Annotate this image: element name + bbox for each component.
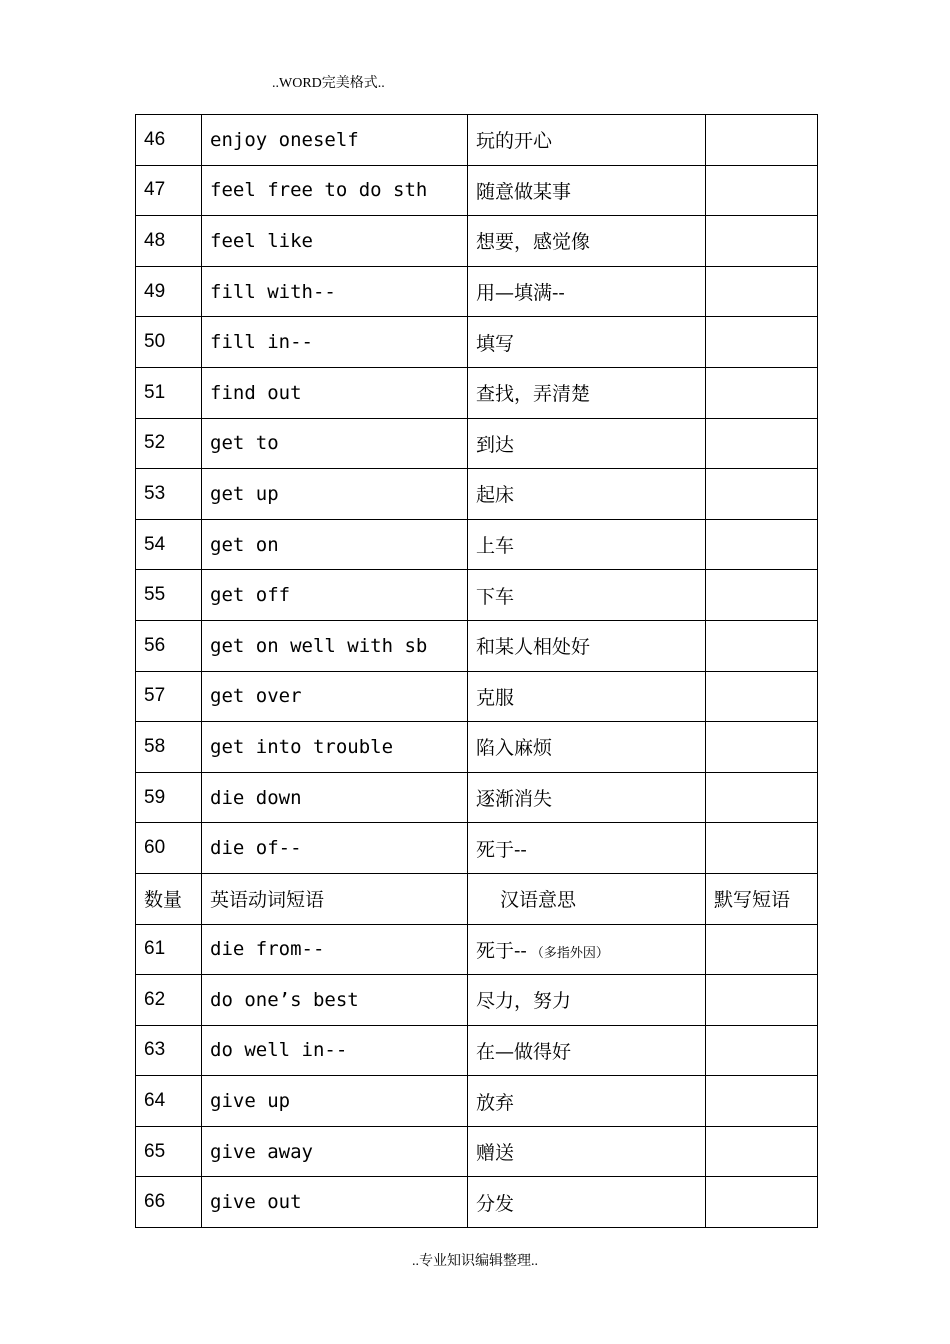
chinese-meaning-text: 上车 — [476, 535, 515, 558]
table-row — [136, 317, 818, 368]
table-row — [136, 115, 818, 166]
row-number: 48 — [136, 216, 202, 267]
dictation-cell[interactable] — [706, 266, 818, 317]
row-number: 60 — [136, 823, 202, 874]
row-number: 59 — [136, 772, 202, 823]
dictation-cell[interactable] — [706, 772, 818, 823]
chinese-meaning — [468, 519, 706, 570]
table-row — [136, 216, 818, 267]
chinese-meaning — [468, 620, 706, 671]
chinese-meaning-text: 在—做得好 — [476, 1040, 572, 1063]
english-phrase: die down — [202, 772, 468, 823]
row-number: 50 — [136, 317, 202, 368]
chinese-meaning-text: 到达 — [476, 433, 515, 456]
table-row — [136, 722, 818, 773]
dictation-cell[interactable] — [706, 620, 818, 671]
dictation-cell[interactable] — [706, 367, 818, 418]
table-row — [136, 1076, 818, 1127]
table-row — [136, 1177, 818, 1228]
english-phrase: get on — [202, 519, 468, 570]
row-number: 46 — [136, 115, 202, 166]
header-num: 数量 — [136, 873, 202, 924]
row-number: 58 — [136, 722, 202, 773]
chinese-meaning — [468, 418, 706, 469]
table-row — [136, 519, 818, 570]
dictation-cell[interactable] — [706, 1025, 818, 1076]
table-row — [136, 469, 818, 520]
english-phrase: give out — [202, 1177, 468, 1228]
chinese-meaning — [468, 367, 706, 418]
table-body-part2 — [136, 873, 818, 1227]
chinese-meaning-text: 尽力，努力 — [476, 990, 572, 1013]
row-number: 52 — [136, 418, 202, 469]
chinese-meaning — [468, 266, 706, 317]
chinese-meaning — [468, 772, 706, 823]
english-phrase: give away — [202, 1126, 468, 1177]
row-number: 53 — [136, 469, 202, 520]
chinese-meaning — [468, 975, 706, 1026]
chinese-meaning-text: 和某人相处好 — [476, 636, 591, 659]
page-header: ..WORD完美格式.. — [272, 76, 385, 91]
row-number: 56 — [136, 620, 202, 671]
chinese-meaning-text: 死于-- — [476, 838, 527, 861]
english-phrase: give up — [202, 1076, 468, 1127]
chinese-meaning — [468, 1025, 706, 1076]
meaning-note: （多指外因） — [530, 945, 609, 961]
chinese-meaning-text: 起床 — [476, 484, 515, 507]
english-phrase: fill in-- — [202, 317, 468, 368]
table-row — [136, 620, 818, 671]
english-phrase: die from-- — [202, 924, 468, 975]
vocab-table — [135, 114, 818, 1228]
english-phrase: die of-- — [202, 823, 468, 874]
chinese-meaning-text: 赠送 — [476, 1142, 515, 1165]
chinese-meaning-text: 下车 — [476, 585, 515, 608]
row-number: 57 — [136, 671, 202, 722]
chinese-meaning-text: 查找，弄清楚 — [476, 383, 591, 406]
table-row — [136, 671, 818, 722]
table-row — [136, 266, 818, 317]
row-number: 66 — [136, 1177, 202, 1228]
table-row — [136, 165, 818, 216]
chinese-meaning-text: 陷入麻烦 — [476, 737, 553, 760]
table-row — [136, 367, 818, 418]
dictation-cell[interactable] — [706, 165, 818, 216]
dictation-cell[interactable] — [706, 469, 818, 520]
english-phrase: feel like — [202, 216, 468, 267]
row-number: 62 — [136, 975, 202, 1026]
english-phrase: get off — [202, 570, 468, 621]
page-footer: ..专业知识编辑整理.. — [412, 1254, 538, 1269]
chinese-meaning — [468, 924, 706, 975]
english-phrase: find out — [202, 367, 468, 418]
chinese-meaning — [468, 823, 706, 874]
english-phrase: get on well with sb — [202, 620, 468, 671]
row-number: 47 — [136, 165, 202, 216]
row-number: 49 — [136, 266, 202, 317]
chinese-meaning-text: 想要，感觉像 — [476, 231, 591, 254]
table-body-part1 — [136, 115, 818, 874]
english-phrase: feel free to do sth — [202, 165, 468, 216]
table-row — [136, 823, 818, 874]
dictation-cell[interactable] — [706, 671, 818, 722]
row-number: 54 — [136, 519, 202, 570]
dictation-cell[interactable] — [706, 823, 818, 874]
chinese-meaning — [468, 469, 706, 520]
english-phrase: do well in-- — [202, 1025, 468, 1076]
english-phrase: get up — [202, 469, 468, 520]
chinese-meaning-text: 随意做某事 — [476, 180, 572, 203]
chinese-meaning — [468, 1126, 706, 1177]
chinese-meaning-text: 克服 — [476, 686, 515, 709]
row-number: 61 — [136, 924, 202, 975]
chinese-meaning — [468, 1076, 706, 1127]
chinese-meaning-text: 玩的开心 — [476, 130, 553, 153]
header-en: 英语动词短语 — [202, 873, 468, 924]
dictation-cell[interactable] — [706, 1076, 818, 1127]
dictation-cell[interactable] — [706, 1177, 818, 1228]
dictation-cell[interactable] — [706, 216, 818, 267]
english-phrase: get over — [202, 671, 468, 722]
table-row — [136, 975, 818, 1026]
chinese-meaning — [468, 216, 706, 267]
chinese-meaning — [468, 570, 706, 621]
dictation-cell[interactable] — [706, 115, 818, 166]
row-number: 55 — [136, 570, 202, 621]
chinese-meaning — [468, 115, 706, 166]
chinese-meaning — [468, 722, 706, 773]
chinese-meaning — [468, 671, 706, 722]
dictation-cell[interactable] — [706, 519, 818, 570]
dictation-cell[interactable] — [706, 722, 818, 773]
chinese-meaning — [468, 317, 706, 368]
row-number: 65 — [136, 1126, 202, 1177]
table-header-row — [136, 873, 818, 924]
chinese-meaning-text: 用—填满-- — [476, 282, 565, 305]
row-number: 63 — [136, 1025, 202, 1076]
table-row — [136, 418, 818, 469]
chinese-meaning-text: 分发 — [476, 1192, 515, 1215]
table-row — [136, 772, 818, 823]
chinese-meaning-text: 逐渐消失 — [476, 788, 553, 811]
dictation-cell[interactable] — [706, 1126, 818, 1177]
chinese-meaning-text: 死于-- — [476, 939, 527, 962]
row-number: 64 — [136, 1076, 202, 1127]
header-zh: 汉语意思 — [468, 873, 706, 924]
dictation-cell[interactable] — [706, 418, 818, 469]
table-row — [136, 570, 818, 621]
chinese-meaning-text: 填写 — [476, 332, 515, 355]
table-row — [136, 924, 818, 975]
english-phrase: enjoy oneself — [202, 115, 468, 166]
header-dict: 默写短语 — [706, 873, 818, 924]
dictation-cell[interactable] — [706, 975, 818, 1026]
table-row — [136, 1025, 818, 1076]
row-number: 51 — [136, 367, 202, 418]
chinese-meaning — [468, 1177, 706, 1228]
english-phrase: get to — [202, 418, 468, 469]
english-phrase: do one’s best — [202, 975, 468, 1026]
dictation-cell[interactable] — [706, 317, 818, 368]
dictation-cell[interactable] — [706, 570, 818, 621]
english-phrase: fill with-- — [202, 266, 468, 317]
chinese-meaning — [468, 165, 706, 216]
chinese-meaning-text: 放弃 — [476, 1091, 515, 1114]
table-row — [136, 1126, 818, 1177]
english-phrase: get into trouble — [202, 722, 468, 773]
dictation-cell[interactable] — [706, 924, 818, 975]
